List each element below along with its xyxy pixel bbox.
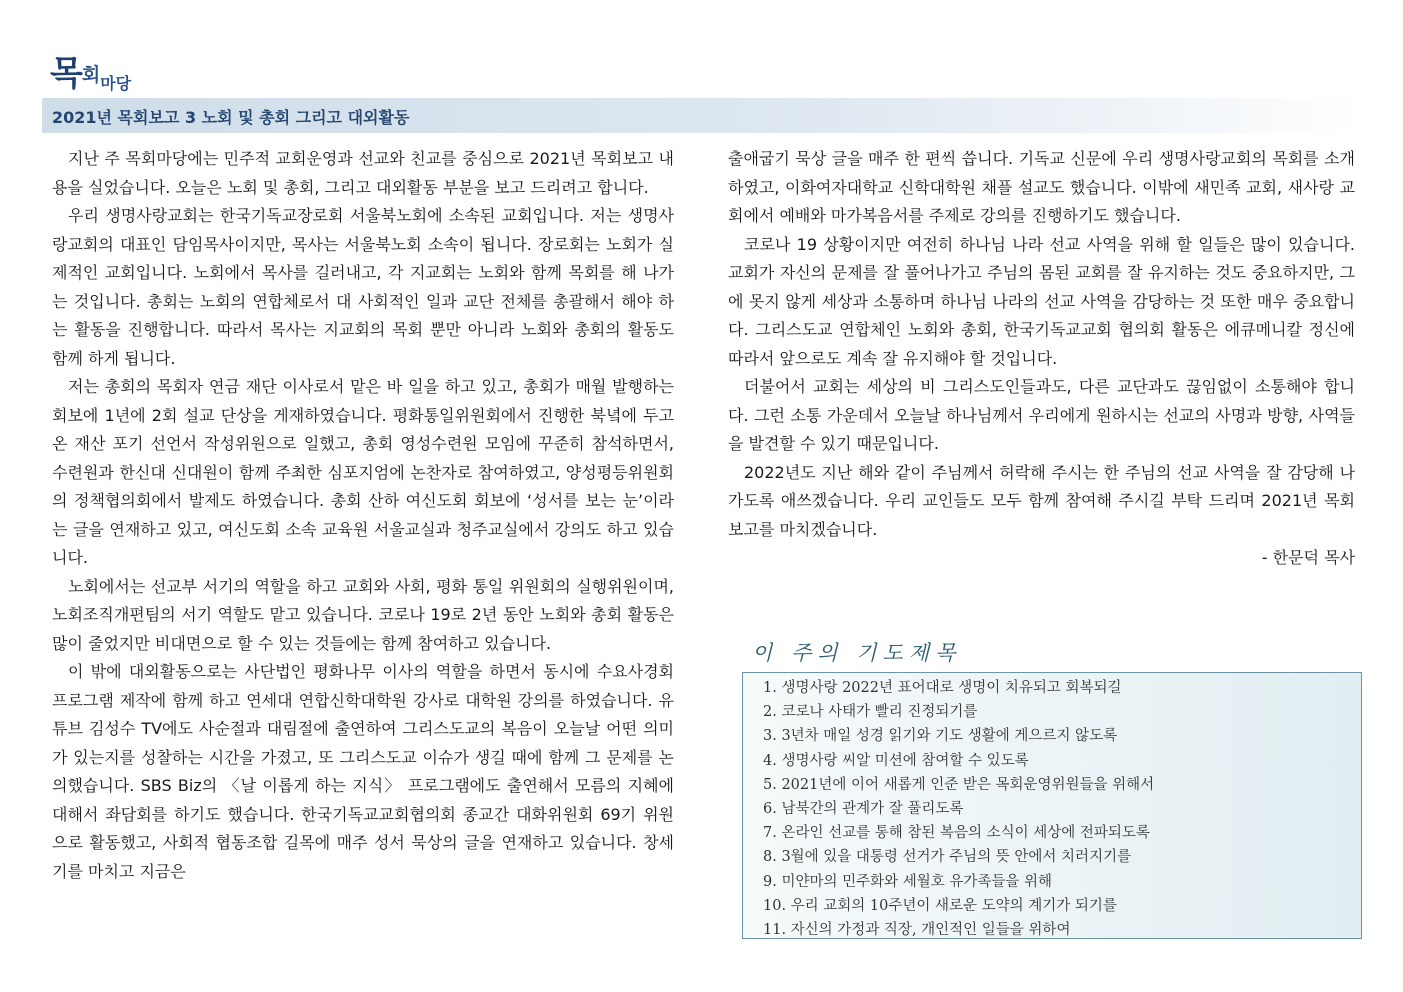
article-title: 2021년 목회보고 3 노회 및 총회 그리고 대외활동 bbox=[52, 108, 410, 127]
title-bar bbox=[42, 98, 1362, 133]
prayer-item: 5. 2021년에 이어 새롭게 인준 받은 목회운영위원들을 위해서 bbox=[763, 776, 1155, 793]
prayer-item: 10. 우리 교회의 10주년이 새로운 도약의 계기가 되기를 bbox=[763, 897, 1117, 914]
prayer-item: 9. 미얀마의 민주화와 세월호 유가족들을 위해 bbox=[763, 873, 1053, 890]
prayer-heading: 이 주의 기도제목 bbox=[752, 641, 962, 665]
prayer-item: 3. 3년차 매일 성경 읽기와 기도 생활에 게으르지 않도록 bbox=[763, 728, 1118, 745]
paragraph: 우리 생명사랑교회는 한국기독교장로회 서울북노회에 소속된 교회입니다. 저는 생명사랑교회의 대표인 담임목사이지만, 목사는 서울북노회 소속이 됩니다. 장로회는 노회가 실제적인 교회입니다. 노회에서 목사를 길러내고, 각 지교회는 노회와 함께 목회를 해 나가는 것입니다. 총회는 노회의 연합체로서 대 사회적인 일과 교단 전체를 총괄해서 해야 하는 활동을 진행합니다. 따라서 목사는 지교회의 목회 뿐만 아니라 노회와 총회의 활동도 함께 하게 됩니다. bbox=[52, 206, 674, 368]
paragraph: 지난 주 목회마당에는 민주적 교회운영과 선교와 친교를 중심으로 2021년 목회보고 내용을 실었습니다. 오늘은 노회 및 총회, 그리고 대외활동 부분을 보고 드리려고 합니다. bbox=[52, 149, 674, 197]
paragraph: 2022년도 지난 해와 같이 주님께서 허락해 주시는 한 주님의 선교 사역을 잘 감당해 나가도록 애쓰겠습니다. 우리 교인들도 모두 함께 참여해 주시길 부탁 드리며 2021년 목회 보고를 마치겠습니다. bbox=[728, 462, 1355, 539]
section-logo bbox=[50, 46, 131, 96]
prayer-list bbox=[763, 676, 1361, 942]
logo-char-mok: 목 bbox=[50, 54, 82, 94]
logo-madang: 마당 bbox=[100, 74, 132, 93]
paragraph-continuation: 출애굽기 묵상 글을 매주 한 편씩 씁니다. 기독교 신문에 우리 생명사랑교회의 목회를 소개하였고, 이화여자대학교 신학대학원 채플 설교도 했습니다. 이밖에 새민족 교회, 새사랑 교회에서 예배와 마가복음서를 주제로 강의를 진행하기도 했습니다. bbox=[728, 149, 1355, 225]
prayer-item: 2. 코로나 사태가 빨리 진정되기를 bbox=[763, 704, 978, 721]
left-column bbox=[52, 145, 674, 886]
prayer-item: 7. 온라인 선교를 통해 참된 복음의 소식이 세상에 전파되도록 bbox=[763, 825, 1150, 842]
prayer-item: 11. 자신의 가정과 직장, 개인적인 일들을 위하여 bbox=[763, 922, 1071, 939]
prayer-item: 8. 3월에 있을 대통령 선거가 주님의 뜻 안에서 치러지기를 bbox=[763, 849, 1132, 866]
paragraph: 더불어서 교회는 세상의 비 그리스도인들과도, 다른 교단과도 끊임없이 소통해야 합니다. 그런 소통 가운데서 오늘날 하나님께서 우리에게 원하시는 선교의 사명과 방향, 사역들을 발견할 수 있기 때문입니다. bbox=[728, 377, 1355, 453]
paragraph: 저는 총회의 목회자 연금 재단 이사로서 맡은 바 일을 하고 있고, 총회가 매월 발행하는 회보에 1년에 2회 설교 단상을 게재하였습니다. 평화통일위원회에서 진행한 북녘에 두고 온 재산 포기 선언서 작성위원으로 일했고, 총회 영성수련원 모임에 꾸준히 참석하면서, 수련원과 한신대 신대원이 함께 주최한 심포지엄에 논찬자로 참여하였고, 양성평등위원회의 정책협의회에서 발제도 하였습니다. 총회 산하 여신도회 회보에 ‘성서를 보는 눈’이라는 글을 연재하고 있고, 여신도회 소속 교육원 서울교실과 청주교실에서 강의도 하고 있습니다. bbox=[52, 377, 674, 567]
logo-char-hoe: 회 bbox=[81, 64, 101, 86]
prayer-item: 6. 남북간의 관계가 잘 풀리도록 bbox=[763, 801, 964, 818]
right-column bbox=[728, 145, 1355, 573]
prayer-item: 1. 생명사랑 2022년 표어대로 생명이 치유되고 회복되길 bbox=[763, 680, 1122, 696]
paragraph: 코로나 19 상황이지만 여전히 하나님 나라 선교 사역을 위해 할 일들은 많이 있습니다. 교회가 자신의 문제를 잘 풀어나가고 주님의 몸된 교회를 잘 유지하는 것도 중요하지만, 그에 못지 않게 세상과 소통하며 하나님 나라의 선교 사역을 감당하는 것 또한 매우 중요합니다. 그리스도교 연합체인 노회와 총회, 한국기독교교회 협의회 활동은 에큐메니칼 정신에 따라서 앞으로도 계속 잘 유지해야 할 것입니다. bbox=[728, 234, 1355, 368]
signature: - 한문덕 목사 bbox=[1261, 548, 1355, 567]
prayer-list-box bbox=[742, 672, 1362, 939]
paragraph: 이 밖에 대외활동으로는 사단법인 평화나무 이사의 역할을 하면서 동시에 수요사경회 프로그램 제작에 함께 하고 연세대 연합신학대학원 강사로 대학원 강의를 하였습니다. 유튜브 김성수 TV에도 사순절과 대림절에 출연하여 그리스도교의 복음이 오늘날 어떤 의미가 있는지를 성찰하는 시간을 가졌고, 또 그리스도교 이슈가 생길 때에 함께 그 문제를 논의했습니다. SBS Biz의 〈날 이롭게 하는 지식〉 프로그램에도 출연해서 모름의 지혜에 대해서 좌담회를 하기도 했습니다. 한국기독교교회협의회 종교간 대화위원회 69기 위원으로 활동했고, 사회적 협동조합 길목에 매주 성서 묵상의 글을 연재하고 있습니다. 창세기를 마치고 지금은 bbox=[52, 662, 674, 881]
paragraph: 노회에서는 선교부 서기의 역할을 하고 교회와 사회, 평화 통일 위원회의 실행위원이며, 노회조직개편팀의 서기 역할도 맡고 있습니다. 코로나 19로 2년 동안 노회와 총회 활동은 많이 줄었지만 비대면으로 할 수 있는 것들에는 함께 참여하고 있습니다. bbox=[52, 576, 674, 653]
prayer-item: 4. 생명사랑 씨알 미션에 참여할 수 있도록 bbox=[763, 752, 1029, 769]
